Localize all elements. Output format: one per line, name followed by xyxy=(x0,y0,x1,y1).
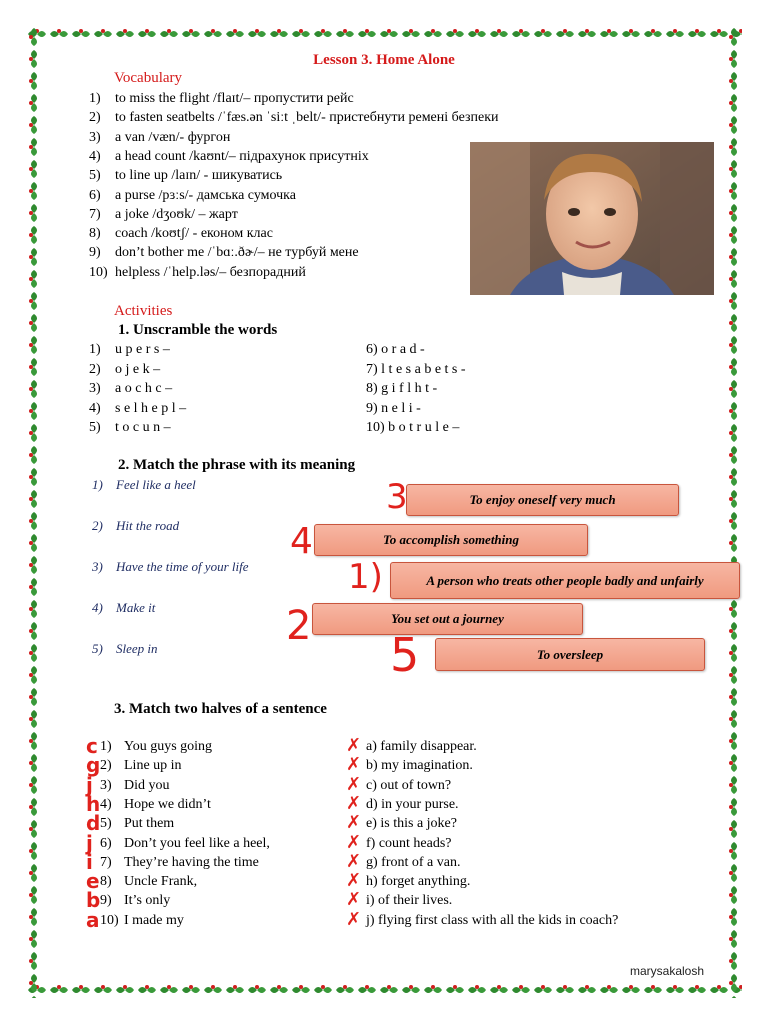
holly-border-bottom xyxy=(26,982,742,998)
sentence-text: I made my xyxy=(124,912,184,928)
unscramble-item: 8) g i f l h t - xyxy=(366,381,438,396)
phrase-text: Make it xyxy=(116,600,156,615)
vocab-item xyxy=(89,207,238,223)
handwritten-answer-2: 4 xyxy=(290,521,313,562)
handwritten-letter: j xyxy=(86,830,93,855)
sentence-text: It’s only xyxy=(124,893,171,909)
vocab-item xyxy=(89,110,499,126)
meaning-box-3[interactable]: A person who treats other people badly and unfairly xyxy=(390,562,740,599)
vocab-text: don’t bother me /ˈbɑː.ðɚ/– не турбуй мене xyxy=(115,245,359,261)
sentence-number: 9) xyxy=(100,893,112,909)
vocab-text: helpless /ˈhelp.ləs/– безпорадний xyxy=(115,264,306,280)
sentence-second-half: d) in your purse. xyxy=(366,796,459,812)
unscramble-number: 3) xyxy=(89,381,101,396)
phrase-number: 4) xyxy=(92,600,103,615)
sentence-first-half xyxy=(100,836,270,852)
vocab-number: 5) xyxy=(89,168,101,184)
sentence-second-half: b) my imagination. xyxy=(366,758,473,774)
sentence-number: 2) xyxy=(100,758,112,774)
handwritten-letter: h xyxy=(86,791,101,816)
sentence-number: 8) xyxy=(100,874,112,890)
handwritten-letter: b xyxy=(86,888,101,913)
cross-mark-icon: ✗ xyxy=(346,889,362,911)
sentence-text: They’re having the time xyxy=(124,854,259,870)
sentence-first-half xyxy=(100,758,182,774)
unscramble-letters: s e l h e p l – xyxy=(115,400,187,416)
phrase-text: Have the time of your life xyxy=(116,559,249,574)
vocab-text: to fasten seatbelts /ˈfæs.ən ˈsiːt ˌbelt/- пристебнути ремені безпеки xyxy=(115,110,499,126)
sentence-second-half: a) family disappear. xyxy=(366,739,477,754)
sentence-second-half: j) flying first class with all the kids in coach? xyxy=(366,912,619,928)
handwritten-letter: j xyxy=(86,772,93,797)
vocab-item xyxy=(89,130,230,146)
sentence-second-half: f) count heads? xyxy=(366,835,452,851)
unscramble-number: 5) xyxy=(89,420,101,435)
vocab-item xyxy=(89,149,369,165)
vocab-number: 9) xyxy=(89,245,101,261)
vocab-item xyxy=(89,168,282,184)
meaning-box-5[interactable]: To oversleep xyxy=(435,638,705,671)
sentence-number: 1) xyxy=(100,739,112,754)
sentence-text: Put them xyxy=(124,816,175,832)
unscramble-number: 1) xyxy=(89,342,101,357)
unscramble-item xyxy=(89,362,160,378)
vocab-item xyxy=(89,226,273,242)
unscramble-letters: t o c u n – xyxy=(115,420,171,435)
holly-border-top xyxy=(26,26,742,42)
phrase-text: Feel like a heel xyxy=(116,477,196,492)
exercise-2-heading: 2. Match the phrase with its meaning xyxy=(118,457,356,473)
phrase-number: 1) xyxy=(92,477,103,492)
vocab-number: 7) xyxy=(89,206,101,222)
sentence-number: 3) xyxy=(100,777,112,793)
unscramble-letters: a o c h c – xyxy=(115,381,173,396)
vocab-text: coach /koʊtʃ/ - економ клас xyxy=(115,226,273,242)
cross-mark-icon: ✗ xyxy=(346,773,362,795)
unscramble-item xyxy=(89,420,171,436)
sentence-text: Don’t you feel like a heel, xyxy=(124,835,270,851)
exercise-3-heading: 3. Match two halves of a sentence xyxy=(114,701,327,717)
handwritten-letter: i xyxy=(86,849,93,874)
sentence-second-half: i) of their lives. xyxy=(366,893,453,909)
sentence-number: 10) xyxy=(100,912,119,928)
vocab-number: 2) xyxy=(89,110,101,126)
unscramble-item: 10) b o t r u l e – xyxy=(366,420,460,435)
sentence-first-half xyxy=(100,913,184,929)
handwritten-letter: d xyxy=(86,811,101,836)
sentence-number: 6) xyxy=(100,835,112,851)
vocab-item xyxy=(89,245,359,261)
unscramble-item: 9) n e l i - xyxy=(366,400,421,416)
vocab-text: a head count /kaʊnt/– підрахунок присутніх xyxy=(115,148,369,164)
phrase-number: 3) xyxy=(92,559,103,574)
meaning-box-2[interactable]: To accomplish something xyxy=(314,524,588,556)
sentence-first-half xyxy=(100,874,197,890)
sentence-number: 4) xyxy=(100,796,112,812)
sentence-second-half: h) forget anything. xyxy=(366,874,471,890)
handwritten-letter: g xyxy=(86,753,101,778)
vocab-item xyxy=(89,265,306,281)
sentence-text: Did you xyxy=(124,777,170,793)
cross-mark-icon: ✗ xyxy=(346,831,362,853)
cross-mark-icon: ✗ xyxy=(346,870,362,892)
handwritten-answer-3: 1) xyxy=(348,557,383,597)
sentence-number: 7) xyxy=(100,854,112,870)
sentence-first-half xyxy=(100,739,212,755)
handwritten-letter: e xyxy=(86,869,100,894)
unscramble-letters: o j e k – xyxy=(115,361,161,377)
exercise-1-heading: 1. Unscramble the words xyxy=(118,322,278,338)
unscramble-item xyxy=(89,342,170,358)
vocab-text: to miss the flight /flaɪt/– пропустити рейс xyxy=(115,91,354,106)
vocab-number: 8) xyxy=(89,226,101,242)
sentence-text: Hope we didn’t xyxy=(124,796,211,812)
sentence-first-half xyxy=(100,816,174,832)
vocab-text: a van /væn/- фургон xyxy=(115,129,231,145)
phrase-item xyxy=(92,641,158,657)
unscramble-item xyxy=(89,401,186,417)
vocab-text: to line up /laɪn/ - шикуватись xyxy=(115,168,283,184)
phrase-item xyxy=(92,518,179,534)
vocab-number: 3) xyxy=(89,129,101,145)
meaning-box-1[interactable]: To enjoy oneself very much xyxy=(406,484,679,516)
sentence-number: 5) xyxy=(100,816,112,832)
sentence-first-half xyxy=(100,797,211,813)
phrase-item xyxy=(92,477,196,493)
sentence-first-half xyxy=(100,893,170,909)
phrase-text: Hit the road xyxy=(116,518,180,533)
holly-border-left xyxy=(26,26,42,998)
holly-border-right xyxy=(726,26,742,998)
vocab-item xyxy=(89,188,296,204)
unscramble-item: 6) o r a d - xyxy=(366,342,425,357)
sentence-text: Uncle Frank, xyxy=(124,874,198,890)
sentence-text: Line up in xyxy=(124,758,182,774)
vocab-number: 4) xyxy=(89,148,101,164)
cross-mark-icon: ✗ xyxy=(346,908,362,930)
cross-mark-icon: ✗ xyxy=(346,735,362,756)
phrase-item xyxy=(92,600,155,616)
handwritten-answer-4: 2 xyxy=(286,603,312,649)
vocab-text: a purse /pɜːs/- дамська сумочка xyxy=(115,187,296,203)
vocab-text: a joke /dʒoʊk/ – жарт xyxy=(115,206,238,222)
vocab-number: 6) xyxy=(89,187,101,203)
cross-mark-icon: ✗ xyxy=(346,812,362,834)
vocabulary-heading: Vocabulary xyxy=(114,70,183,86)
activities-heading: Activities xyxy=(114,303,173,319)
sentence-second-half: c) out of town? xyxy=(366,777,452,793)
handwritten-letter: a xyxy=(86,907,100,932)
author-credit: marysakalosh xyxy=(630,964,705,978)
cross-mark-icon: ✗ xyxy=(346,754,362,776)
phrase-item xyxy=(92,559,249,575)
unscramble-number: 2) xyxy=(89,361,101,377)
meaning-box-4[interactable]: You set out a journey xyxy=(312,603,583,635)
vocab-item xyxy=(89,91,354,107)
vocab-number: 1) xyxy=(89,91,101,106)
sentence-first-half xyxy=(100,778,170,794)
page-title: Lesson 3. Home Alone xyxy=(313,52,455,68)
home-alone-photo xyxy=(470,142,714,295)
unscramble-item xyxy=(89,381,172,397)
unscramble-item: 7) l t e s a b e t s - xyxy=(366,361,466,377)
sentence-second-half: e) is this a joke? xyxy=(366,816,457,832)
sentence-text: You guys going xyxy=(124,739,213,754)
vocab-number: 10) xyxy=(89,264,108,280)
cross-mark-icon: ✗ xyxy=(346,850,362,872)
unscramble-number: 4) xyxy=(89,400,101,416)
handwritten-answer-1: 3 xyxy=(386,477,408,517)
handwritten-letter: c xyxy=(86,734,98,758)
cross-mark-icon: ✗ xyxy=(346,792,362,814)
unscramble-letters: u p e r s – xyxy=(115,342,170,357)
phrase-number: 2) xyxy=(92,518,103,533)
phrase-text: Sleep in xyxy=(116,641,158,656)
phrase-number: 5) xyxy=(92,641,103,656)
sentence-second-half: g) front of a van. xyxy=(366,854,461,870)
handwritten-answer-5: 5 xyxy=(390,628,420,682)
sentence-first-half xyxy=(100,855,259,871)
